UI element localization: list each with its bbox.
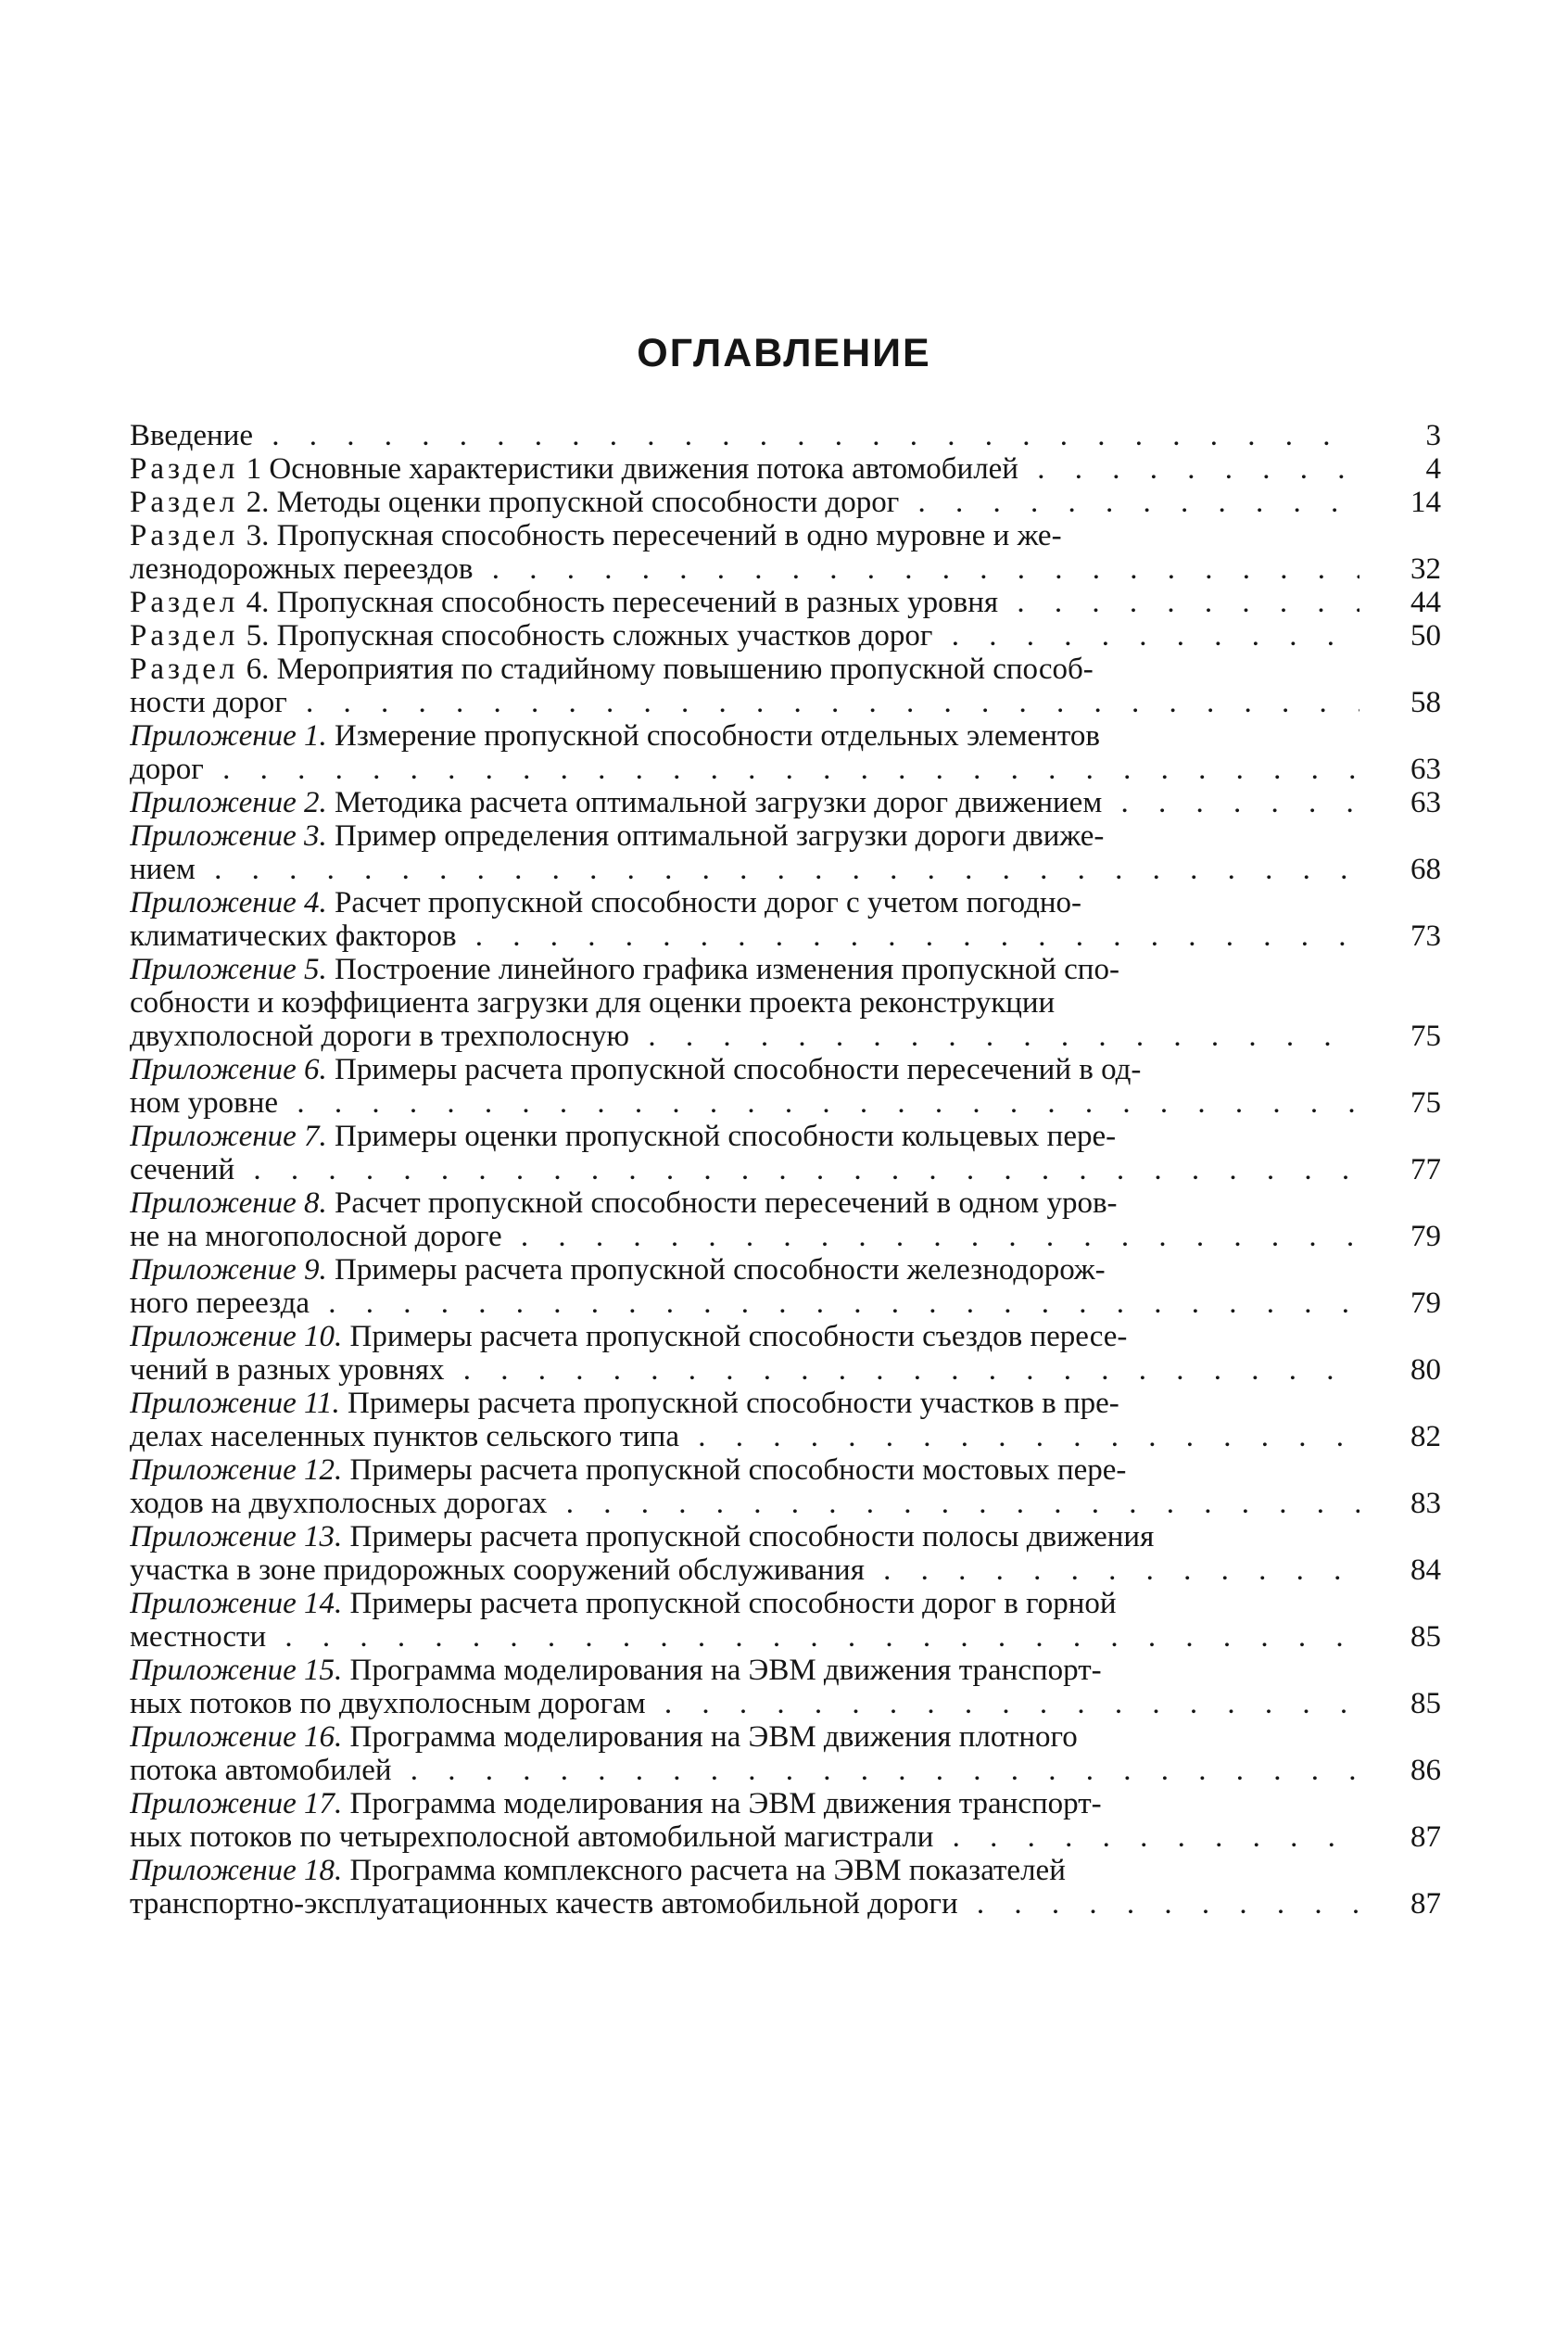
toc-entry-text: ном уровне (130, 1086, 279, 1120)
toc-entry-line (130, 1787, 1359, 1820)
toc-entry-label: Приложение 10. (130, 1320, 343, 1353)
toc-entry-label: Приложение 6. (130, 1053, 327, 1086)
toc-entry-text: Программа моделирования на ЭВМ движения транспорт- (349, 1654, 1102, 1687)
toc-page-number: 44 (1410, 586, 1441, 619)
toc-page-number: 50 (1410, 619, 1441, 653)
toc-entry-label: Приложение 11. (130, 1387, 340, 1420)
toc-entry-line (130, 1153, 1359, 1186)
toc-entry-label: Приложение 12. (130, 1453, 343, 1487)
toc-entry-text: местности (130, 1620, 267, 1654)
toc-entry-line (130, 1487, 1359, 1520)
toc-entry-line (130, 1287, 1359, 1320)
toc-entry-line (130, 1387, 1359, 1420)
toc-page-number: 79 (1410, 1220, 1441, 1253)
toc-entry-text: сечений (130, 1153, 235, 1186)
toc-entry-line (130, 653, 1359, 686)
toc-entry[interactable] (130, 419, 1441, 452)
toc-page-number: 73 (1410, 919, 1441, 953)
toc-page-number: 75 (1410, 1086, 1441, 1120)
toc-entry[interactable] (130, 1320, 1441, 1387)
toc-entry-text: 2. Методы оценки пропускной способности дорог (246, 486, 900, 519)
toc-entry-text: 1 Основные характеристики движения потока автомобилей (246, 452, 1018, 486)
toc-entry-text: Измерение пропускной способности отдельных элементов (334, 719, 1100, 753)
toc-entry-line (130, 686, 1359, 719)
toc-page-number: 79 (1410, 1287, 1441, 1320)
toc-entry-label: Раздел (130, 653, 239, 686)
toc-entry-label: Приложение 13. (130, 1520, 343, 1553)
toc-entry-line (130, 1754, 1359, 1787)
toc-page-number: 77 (1410, 1153, 1441, 1186)
toc-entry-text: дорог (130, 753, 204, 786)
toc-entry-text: Программа моделирования на ЭВМ движения транспорт- (349, 1787, 1102, 1820)
toc-entry-text: Пример определения оптимальной загрузки дороги движе- (334, 819, 1105, 853)
toc-entry[interactable] (130, 1787, 1441, 1854)
toc-entry-label: Приложение 15. (130, 1654, 343, 1687)
toc-entry-line (130, 1854, 1359, 1887)
toc-entry-line (130, 819, 1359, 853)
toc-entry-line (130, 1420, 1359, 1453)
toc-page-number: 80 (1410, 1353, 1441, 1387)
toc-entry-line (130, 519, 1359, 552)
toc-entry-text: Примеры расчета пропускной способности мостовых пере- (349, 1453, 1127, 1487)
toc-page-number: 63 (1410, 786, 1441, 819)
toc-entry-text: ных потоков по четырехполосной автомобильной магистрали (130, 1820, 934, 1854)
toc-entry[interactable] (130, 1720, 1441, 1787)
toc-entry-text: собности и коэффициента загрузки для оценки проекта реконструкции (130, 986, 1056, 1020)
toc-entry-line (130, 1220, 1359, 1253)
toc-entry[interactable] (130, 1186, 1441, 1253)
toc-entry-line (130, 419, 1359, 452)
toc-entry-label: Приложение 14. (130, 1587, 343, 1620)
toc-entry-text: Расчет пропускной способности дорог с учетом погодно- (334, 886, 1082, 919)
toc-entry-line (130, 1086, 1359, 1120)
toc-entry[interactable] (130, 519, 1441, 586)
toc-entry[interactable] (130, 1453, 1441, 1520)
toc-entry-text: Примеры расчета пропускной способности железнодорож- (334, 1253, 1106, 1287)
toc-entry-line (130, 486, 1359, 519)
toc-entry-label: Раздел (130, 452, 239, 486)
toc-entry[interactable] (130, 653, 1441, 719)
toc-page-number: 84 (1410, 1553, 1441, 1587)
toc-page-number: 87 (1410, 1887, 1441, 1921)
toc-entry-label: Приложение 8. (130, 1186, 327, 1220)
toc-entry-text: нием (130, 853, 196, 886)
toc-page-number: 4 (1425, 452, 1441, 486)
toc-page-number: 14 (1410, 486, 1441, 519)
toc-entry-line (130, 886, 1359, 919)
toc-page-number: 85 (1410, 1620, 1441, 1654)
toc-entry-line (130, 1186, 1359, 1220)
toc-entry-label: Приложение 17. (130, 1787, 343, 1820)
toc-entry[interactable] (130, 1387, 1441, 1453)
toc-entry-label: Раздел (130, 519, 239, 552)
toc-entry-line (130, 586, 1359, 619)
toc-entry-text: двухполосной дороги в трехполосную (130, 1020, 630, 1053)
toc-entry-line (130, 1887, 1359, 1921)
toc-entry-text: транспортно-эксплуатационных качеств автомобильной дороги (130, 1887, 958, 1921)
toc-entry-line (130, 1353, 1359, 1387)
toc-page-number: 32 (1410, 552, 1441, 586)
toc-entry-line (130, 1820, 1359, 1854)
toc-entry-line (130, 953, 1359, 986)
toc-entry-text: ного переезда (130, 1287, 310, 1320)
toc-entry-text: 3. Пропускная способность пересечений в одно муровне и же- (246, 519, 1062, 552)
toc-entry[interactable] (130, 1053, 1441, 1120)
toc-entry-text: участка в зоне придорожных сооружений обслуживания (130, 1553, 865, 1587)
toc-entry[interactable] (130, 886, 1441, 953)
toc-entry[interactable] (130, 953, 1441, 1053)
toc-page-number: 82 (1410, 1420, 1441, 1453)
toc-entry-line (130, 786, 1359, 819)
toc-entry-text: Примеры расчета пропускной способности пересечений в од- (334, 1053, 1142, 1086)
toc-page-number: 83 (1410, 1487, 1441, 1520)
toc-entry-label: Приложение 2. (130, 786, 327, 819)
toc-entry[interactable] (130, 1587, 1441, 1654)
toc-entry-label: Приложение 3. (130, 819, 327, 853)
toc-entry[interactable] (130, 1520, 1441, 1587)
toc-entry-line (130, 719, 1359, 753)
toc-entry-line (130, 552, 1359, 586)
toc-entry-line (130, 1553, 1359, 1587)
toc-page-number: 68 (1410, 853, 1441, 886)
toc-entry-text: не на многополосной дороге (130, 1220, 502, 1253)
toc-page-number: 87 (1410, 1820, 1441, 1854)
toc-entry-text: Программа комплексного расчета на ЭВМ показателей (349, 1854, 1066, 1887)
toc-page-number: 85 (1410, 1687, 1441, 1720)
toc-entry-line (130, 1654, 1359, 1687)
toc-entry-text: потока автомобилей (130, 1754, 392, 1787)
toc-entry-label: Приложение 5. (130, 953, 327, 986)
toc-entry-line (130, 919, 1359, 953)
toc-entry-label: Введение (130, 419, 254, 452)
toc-entry-text: лезнодорожных переездов (130, 552, 474, 586)
toc-page-number: 75 (1410, 1020, 1441, 1053)
toc-entry[interactable] (130, 486, 1441, 519)
toc-entry[interactable] (130, 1654, 1441, 1720)
toc-entry-label: Приложение 4. (130, 886, 327, 919)
toc-entry-text: делах населенных пунктов сельского типа (130, 1420, 679, 1453)
toc-entry-label: Приложение 9. (130, 1253, 327, 1287)
toc-entry-text: 5. Пропускная способность сложных участков дорог (246, 619, 933, 653)
toc-entry-label: Приложение 1. (130, 719, 327, 753)
toc-entry-text: Примеры расчета пропускной способности дорог в горной (349, 1587, 1117, 1620)
toc-entry[interactable] (130, 786, 1441, 819)
toc-entry-label: Раздел (130, 586, 239, 619)
toc-entry-text: Методика расчета оптимальной загрузки дорог движением (334, 786, 1103, 819)
toc-entry-line (130, 1620, 1359, 1654)
toc-entry[interactable] (130, 719, 1441, 786)
toc-entry-line (130, 1453, 1359, 1487)
toc-entry-line (130, 619, 1359, 653)
toc-entry-text: ходов на двухполосных дорогах (130, 1487, 548, 1520)
toc-entry-text: ных потоков по двухполосным дорогам (130, 1687, 646, 1720)
toc-entry-line (130, 1520, 1359, 1553)
toc-entry-line (130, 1687, 1359, 1720)
toc-entry-label: Приложение 18. (130, 1854, 343, 1887)
toc-entry-text: Расчет пропускной способности пересечений в одном уров- (334, 1186, 1118, 1220)
toc-entry-label: Приложение 7. (130, 1120, 327, 1153)
toc-entry-line (130, 1253, 1359, 1287)
toc-entry-line (130, 986, 1359, 1020)
toc-entry-line (130, 1320, 1359, 1353)
toc-entry-label: Раздел (130, 619, 239, 653)
toc-entry[interactable] (130, 619, 1441, 653)
toc-entry-line (130, 1587, 1359, 1620)
table-of-contents (130, 419, 1441, 1921)
toc-entry-line (130, 452, 1359, 486)
toc-entry[interactable] (130, 819, 1441, 886)
toc-entry-text: Примеры оценки пропускной способности кольцевых пере- (334, 1120, 1117, 1153)
toc-entry[interactable] (130, 1253, 1441, 1320)
toc-entry-text: ности дорог (130, 686, 287, 719)
toc-entry-label: Приложение 16. (130, 1720, 343, 1754)
toc-entry-line (130, 1120, 1359, 1153)
toc-entry-line (130, 1720, 1359, 1754)
toc-entry[interactable] (130, 1854, 1441, 1921)
toc-entry-text: Примеры расчета пропускной способности полосы движения (349, 1520, 1155, 1553)
toc-page-number: 3 (1425, 419, 1441, 452)
toc-entry-line (130, 853, 1359, 886)
toc-page-number: 58 (1410, 686, 1441, 719)
toc-entry-line (130, 1020, 1359, 1053)
toc-entry-text: 4. Пропускная способность пересечений в разных уровня (246, 586, 999, 619)
toc-entry-text: Примеры расчета пропускной способности съездов пересе- (349, 1320, 1128, 1353)
toc-entry[interactable] (130, 452, 1441, 486)
toc-entry[interactable] (130, 586, 1441, 619)
toc-entry-text: Программа моделирования на ЭВМ движения плотного (349, 1720, 1078, 1754)
toc-page-number: 86 (1410, 1754, 1441, 1787)
toc-entry-label: Раздел (130, 486, 239, 519)
toc-entry-text: климатических факторов (130, 919, 457, 953)
toc-entry-text: чений в разных уровнях (130, 1353, 445, 1387)
toc-entry-line (130, 1053, 1359, 1086)
toc-entry-text: Построение линейного графика изменения пропускной спо- (334, 953, 1119, 986)
toc-entry[interactable] (130, 1120, 1441, 1186)
page-title: ОГЛАВЛЕНИЕ (637, 331, 931, 375)
toc-entry-text: Примеры расчета пропускной способности участков в пре- (348, 1387, 1119, 1420)
toc-entry-line (130, 753, 1359, 786)
toc-entry-text: 6. Мероприятия по стадийному повышению пропускной способ- (246, 653, 1094, 686)
toc-page-number: 63 (1410, 753, 1441, 786)
